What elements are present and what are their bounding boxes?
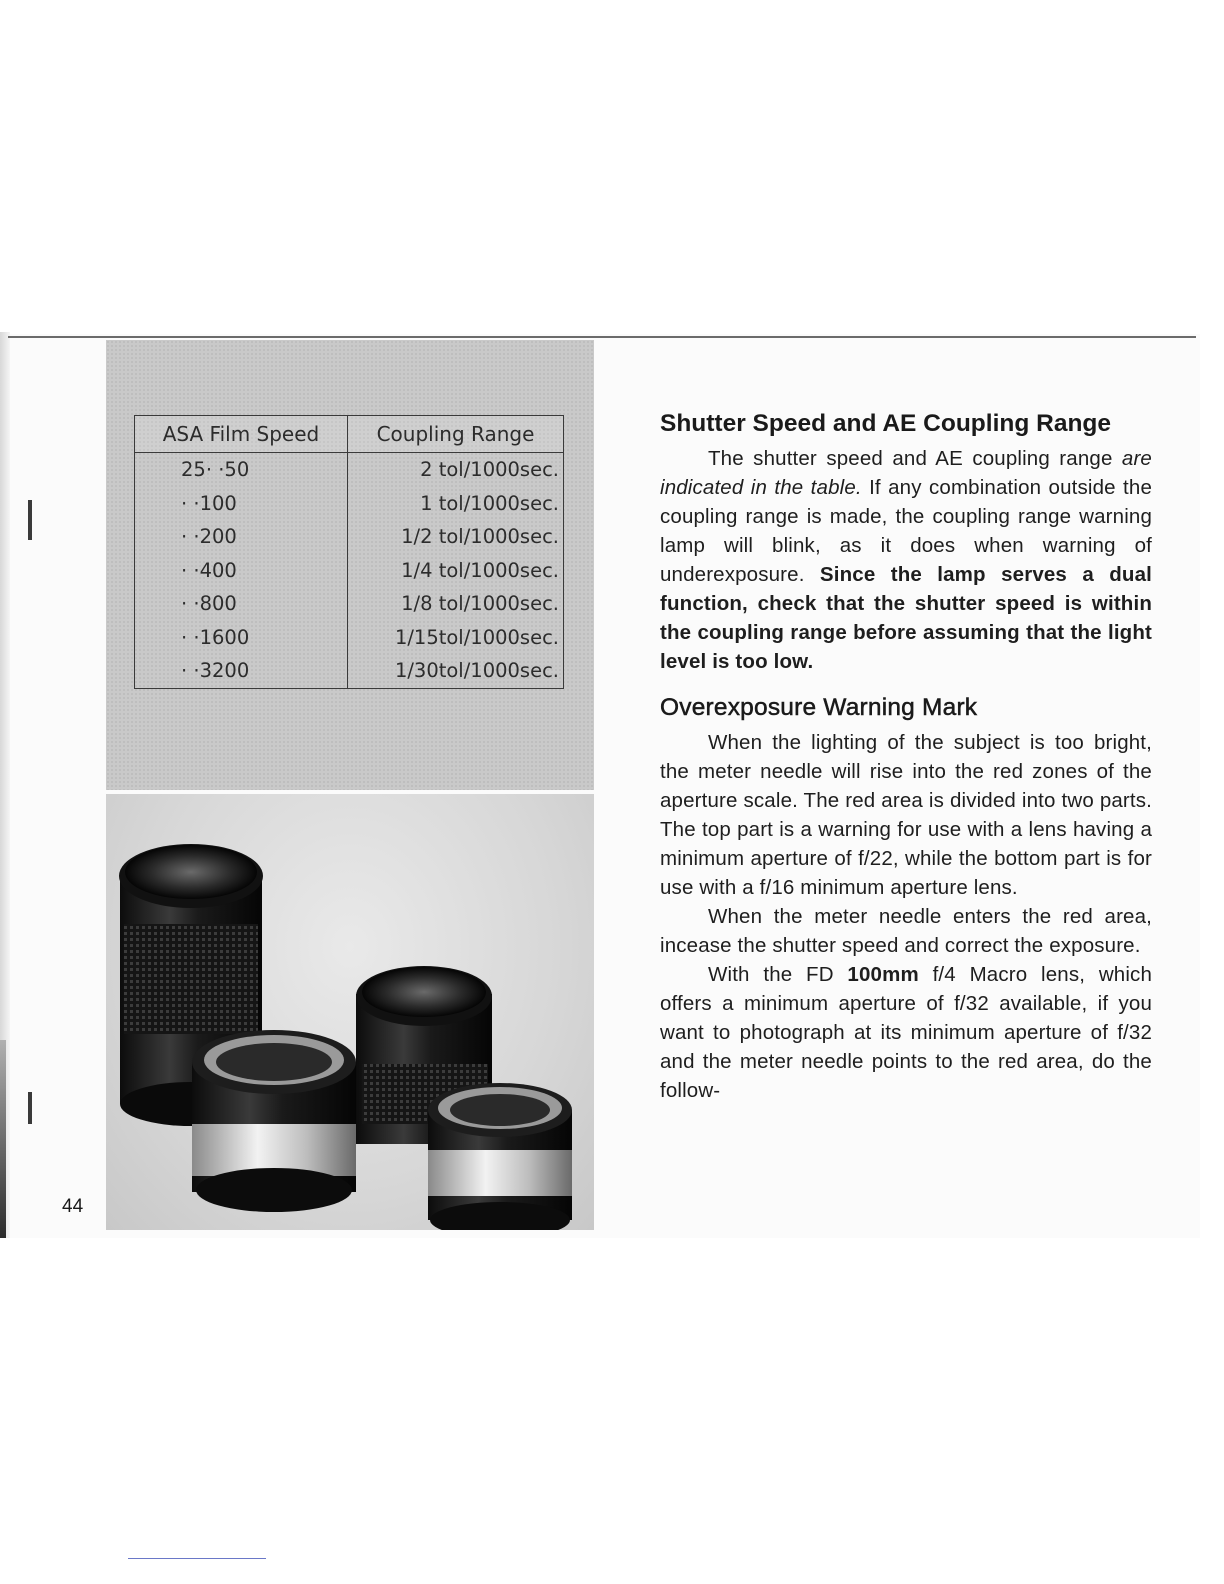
text-column [660, 404, 1152, 1105]
gutter-mark [28, 1092, 32, 1124]
film-speed-cell: · ·800 [135, 587, 348, 621]
coupling-range-cell: 1/4 tol/1000sec. [348, 554, 564, 588]
table-row [135, 453, 564, 487]
text-run: The shutter speed and AE coupling range [708, 447, 1122, 470]
text-run: With the FD [708, 963, 848, 986]
film-speed-cell: 25· ·50 [135, 453, 348, 487]
table-row [135, 554, 564, 588]
lens-photo [106, 794, 594, 1230]
shutter-speed-paragraph [660, 444, 1152, 676]
text-run: f/4 Macro lens, which offers a minimum aperture of f/32 available, if you want to photograph at its minimum aperture of f/32 and the meter needle points to the red area, do the follow- [660, 963, 1152, 1102]
film-speed-cell: · ·1600 [135, 621, 348, 655]
section-title-shutter-speed: Shutter Speed and AE Coupling Range [660, 410, 1112, 437]
page-number: 44 [62, 1196, 84, 1217]
top-rule [8, 336, 1196, 338]
header-coupling-range: Coupling Range [348, 416, 564, 453]
film-speed-cell: · ·100 [135, 487, 348, 521]
film-speed-cell: · ·3200 [135, 654, 348, 688]
bottom-rule [128, 1558, 266, 1559]
overexposure-paragraph-1: When the lighting of the subject is too bright, the meter needle will rise into the red zones of the aperture scale. The red area is divided into two parts. The top part is a warning for use with a lens having a minimum aperture of f/22, while the bottom part is for use with a f/16 minimum aperture lens. [660, 731, 1152, 899]
coupling-range-cell: 1/2 tol/1000sec. [348, 520, 564, 554]
section-title-overexposure: Overexposure Warning Mark [660, 694, 978, 721]
page-gutter-shadow [0, 1040, 6, 1238]
text-run-bold: Since the lamp serves a dual function, check that the shutter speed is within the coupling range before assuming that the light level is too low. [660, 563, 1152, 673]
overexposure-paragraph-2: When the meter needle enters the red area, incease the shutter speed and correct the exposure. [660, 905, 1152, 957]
table-row [135, 487, 564, 521]
overexposure-paragraph-3 [660, 960, 1152, 1105]
coupling-table-panel [106, 340, 594, 790]
film-speed-cell: · ·400 [135, 554, 348, 588]
coupling-range-table [134, 415, 564, 689]
table-row [135, 654, 564, 688]
coupling-range-cell: 1/8 tol/1000sec. [348, 587, 564, 621]
table-row [135, 587, 564, 621]
text-run: If any combination outside the coupling range is made, the coupling range warning lamp will blink, as it does when warning of underexposure. [660, 476, 1152, 586]
coupling-range-cell: 1 tol/1000sec. [348, 487, 564, 521]
table-row [135, 520, 564, 554]
coupling-range-cell: 1/30tol/1000sec. [348, 654, 564, 688]
table-header-row [135, 416, 564, 453]
extension-tube-right [428, 1083, 572, 1230]
text-run-bold: 100mm [847, 963, 919, 986]
extension-tube-left [192, 1030, 356, 1212]
section-spacer [660, 676, 1152, 688]
coupling-range-cell: 1/15tol/1000sec. [348, 621, 564, 655]
lens-photo-illustration [106, 794, 594, 1230]
text-run-italic: are indicated in the table. [660, 447, 1152, 499]
header-film-speed: ASA Film Speed [135, 416, 348, 453]
coupling-range-cell: 2 tol/1000sec. [348, 453, 564, 487]
gutter-mark [28, 500, 32, 540]
table-row [135, 621, 564, 655]
film-speed-cell: · ·200 [135, 520, 348, 554]
